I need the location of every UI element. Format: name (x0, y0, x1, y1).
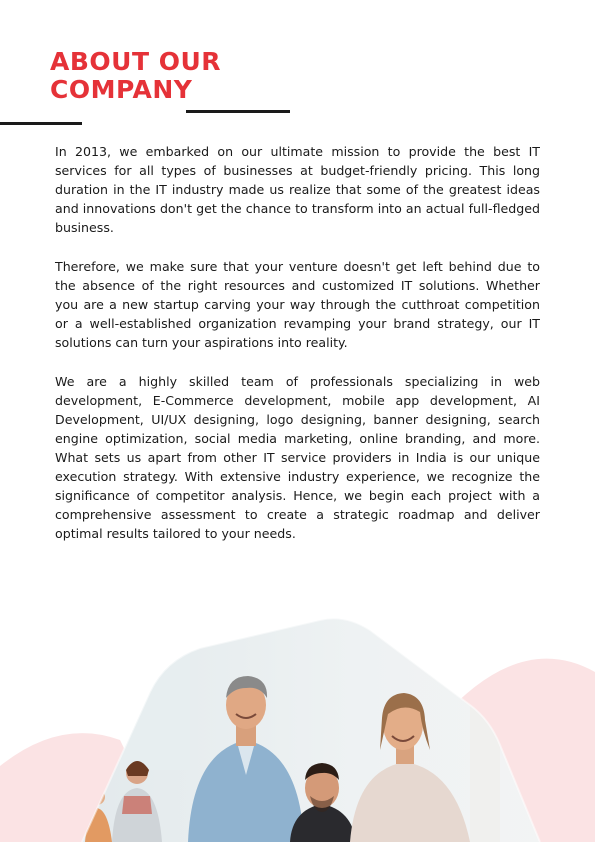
paragraph-history: In 2013, we embarked on our ultimate mission to provide the best IT services for all types of businesses at budget-friendly pricing. This long duration in the IT industry made us realize that some of the greatest ideas and innovations don't get the chance to transform into an actual full-fledged business. (55, 144, 540, 235)
title-underline-right (186, 110, 290, 113)
paragraph-solutions: Therefore, we make sure that your venture doesn't get left behind due to the absence of the right resources and customized IT solutions. Whether you are a new startup carving your way through the cutthroat competition or a well-established organization revamping your brand strategy, our IT solutions can turn your aspirations into reality. (55, 259, 540, 350)
page-title (50, 48, 221, 104)
team-photo-illustration (0, 600, 595, 842)
page-title-line-2: COMPANY (50, 75, 193, 104)
paragraph-team: We are a highly skilled team of professionals specializing in web development, E-Commerce development, mobile app development, AI Development, UI/UX designing, logo designing, banner designing, search engine optimization, social media marketing, online branding, and more. What sets us apart from other IT service providers in India is our unique execution strategy. With extensive industry experience, we recognize the significance of competitor analysis. Hence, we begin each project with a comprehensive assessment to create a strategic roadmap and deliver optimal results tailored to your needs. (55, 374, 540, 541)
page-title-line-1: ABOUT OUR (50, 47, 222, 76)
about-text (55, 142, 540, 563)
title-underline-left (0, 122, 82, 125)
